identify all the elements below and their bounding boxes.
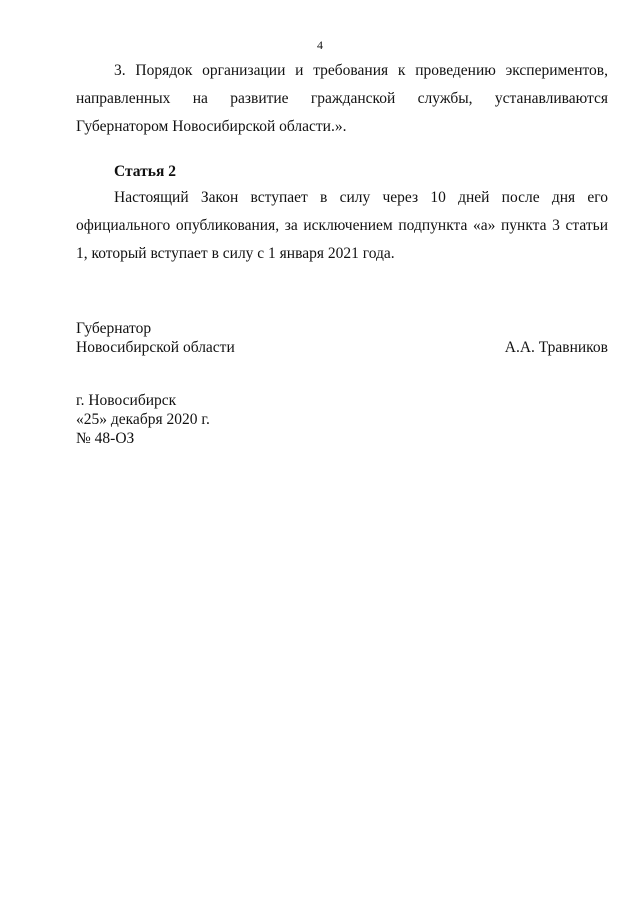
paragraph-entry-into-force: Настоящий Закон вступает в силу через 10 дней после дня его официального опубликования, за исключением подпункта «а» пункта 3 статьи 1, который вступает в силу с 1 января 2021 года. xyxy=(76,189,608,262)
article-2-heading: Статья 2 xyxy=(114,163,176,180)
paragraph-3-experiments: 3. Порядок организации и требования к проведению экспериментов, направленных на развитие гражданской службы, устанавливаются Губернатором Новосибирской области.». xyxy=(76,62,608,135)
signature-title-line-2: Новосибирской области xyxy=(76,339,235,356)
place-date-number-block xyxy=(76,391,210,448)
page-number: 4 xyxy=(317,38,323,52)
city: г. Новосибирск xyxy=(76,392,177,409)
law-date: «25» декабря 2020 г. xyxy=(76,411,210,428)
signatory-name: А.А. Травников xyxy=(504,339,608,356)
signature-title-line-1: Губернатор xyxy=(76,320,152,337)
law-number: № 48-ОЗ xyxy=(76,430,135,447)
signature-row xyxy=(76,338,608,357)
signature-block xyxy=(76,319,608,357)
